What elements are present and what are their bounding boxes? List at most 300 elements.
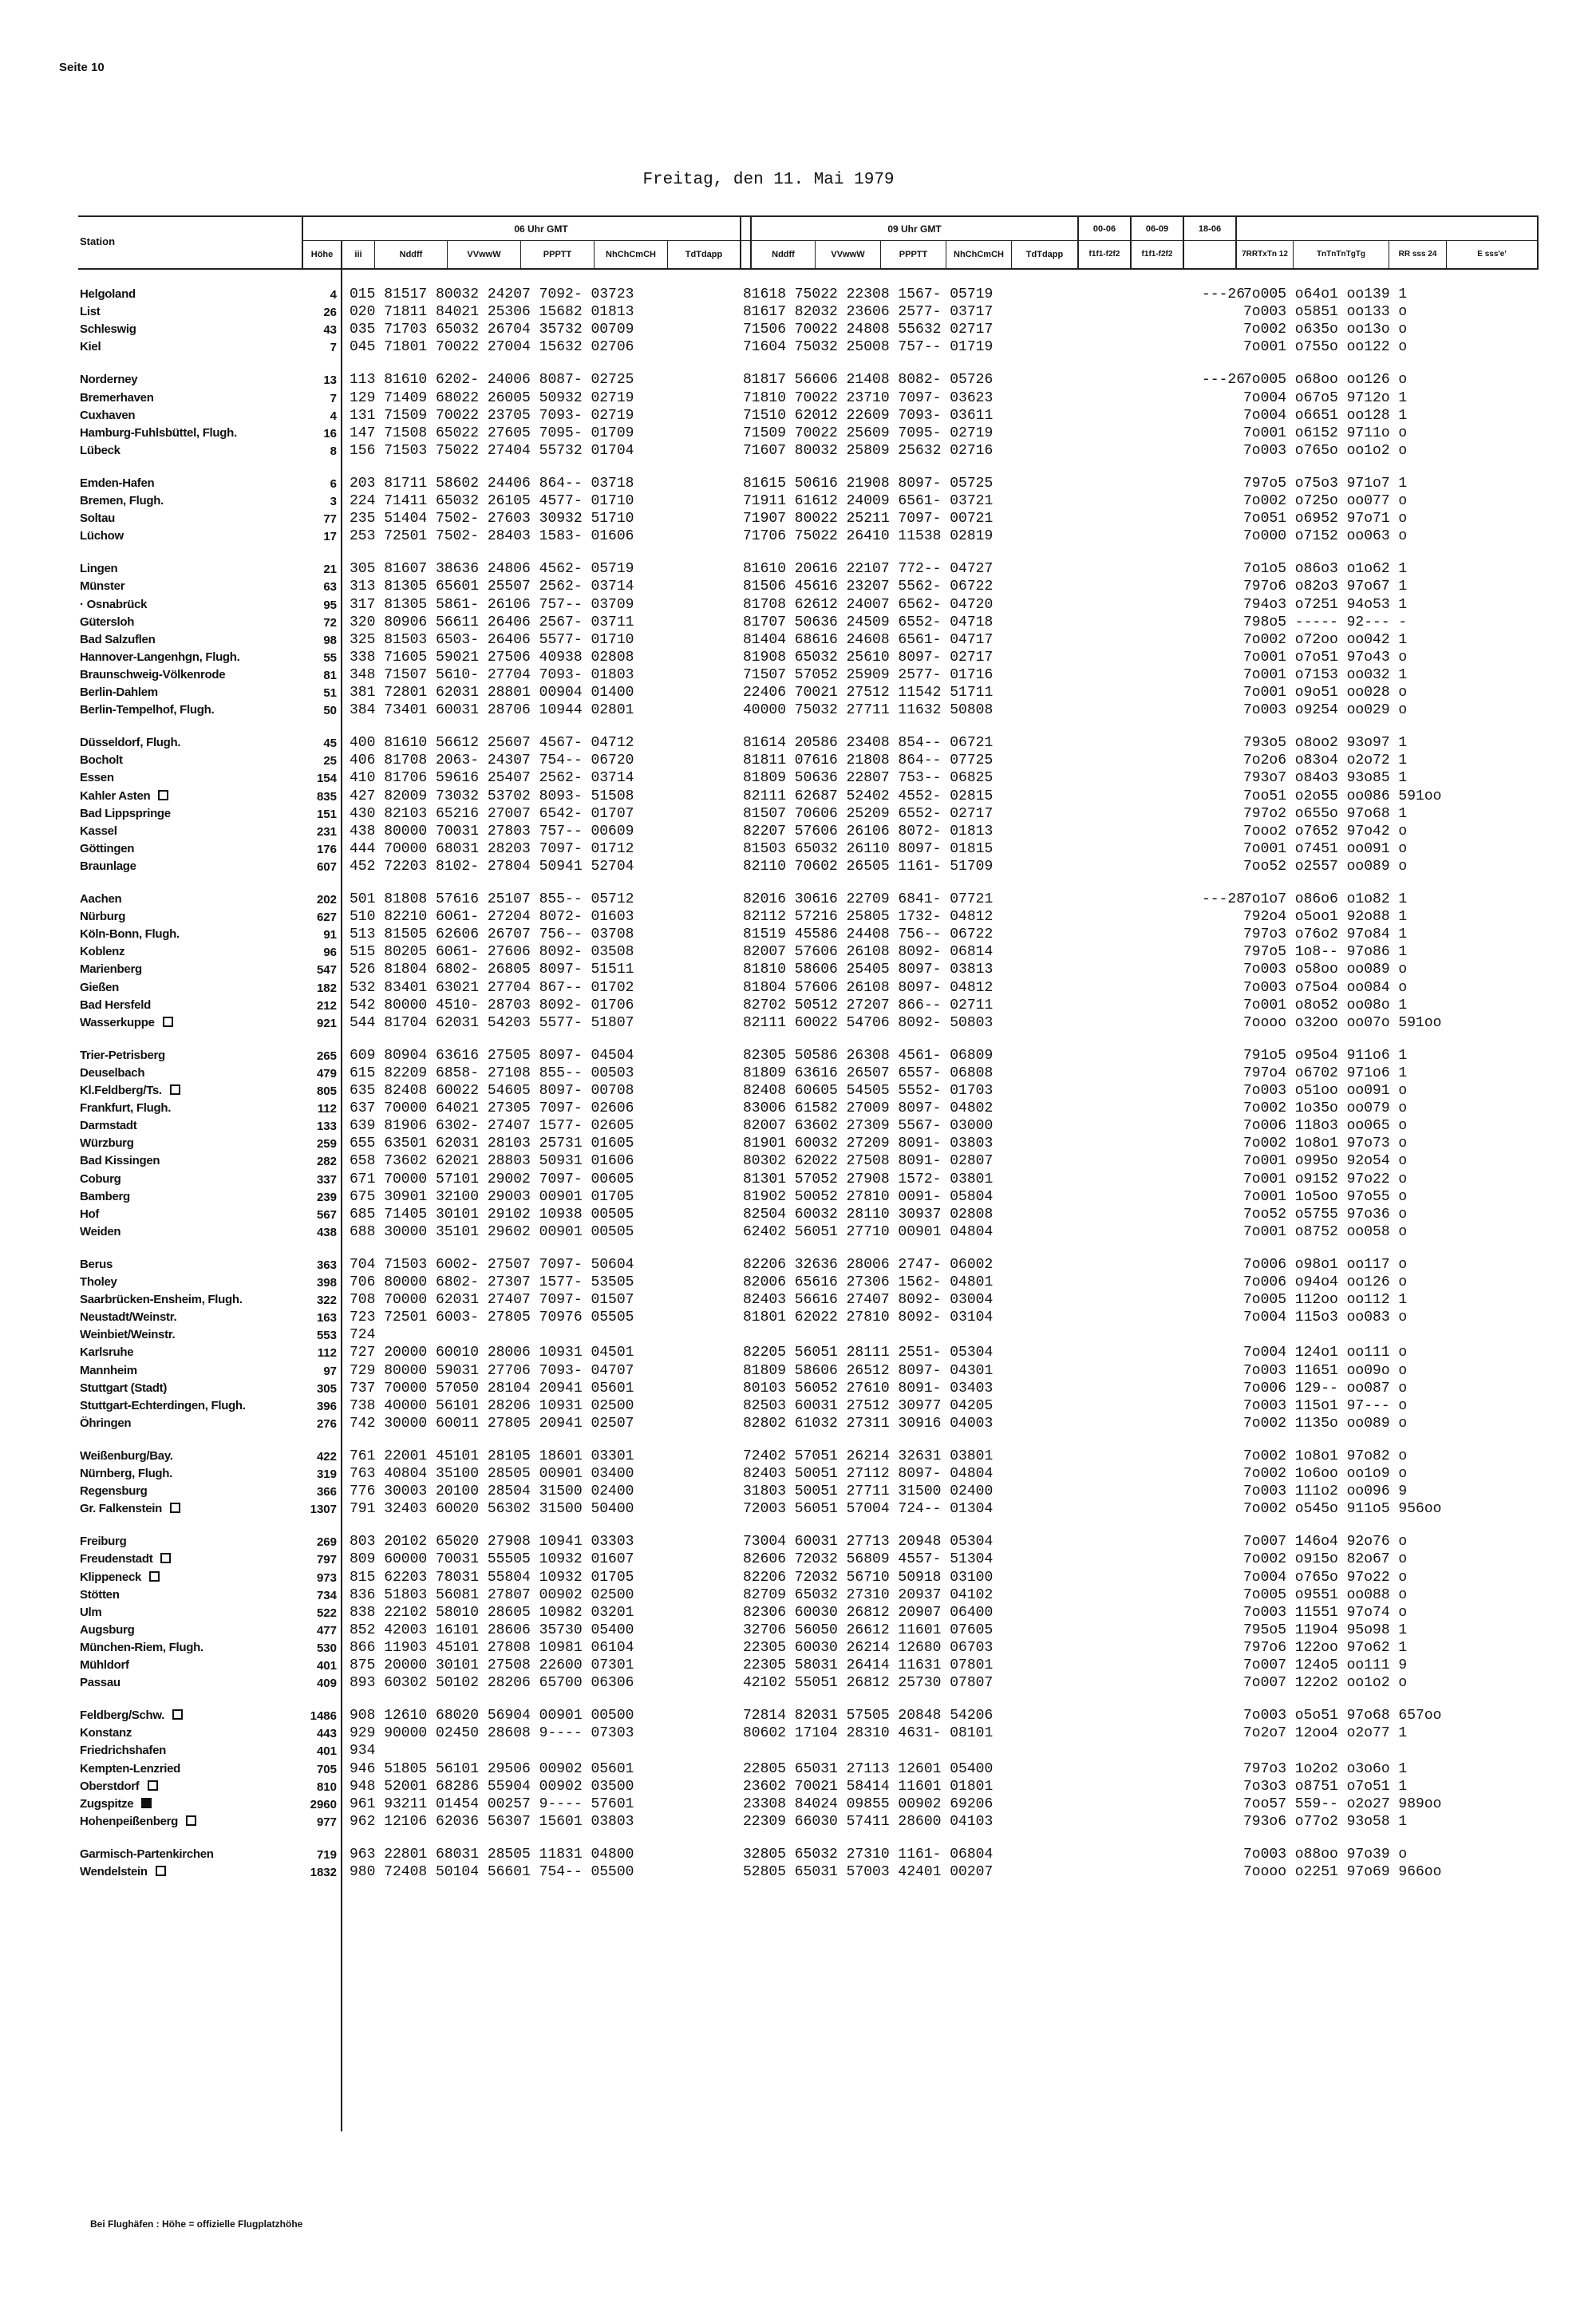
obs-18-data: 793o6 o77o2 93o58 1 [1243, 1813, 1408, 1830]
obs-18-data: 797o6 122oo 97o62 1 [1243, 1639, 1408, 1656]
obs-18-data: 7o001 o6152 9711o o [1243, 425, 1408, 441]
table-row [0, 1604, 1596, 1622]
obs-09-data: 81707 50636 24509 6552- 04718 [743, 614, 994, 630]
obs-18-data: 7o003 o51oo oo091 o [1243, 1083, 1408, 1099]
obs-09-data: 81811 07616 21808 864-- 07725 [743, 753, 994, 769]
station-elevation: 112 [317, 1102, 337, 1116]
station-name [80, 1415, 131, 1432]
obs-09-data: 72402 57051 26214 32631 03801 [743, 1448, 994, 1464]
table-row [0, 631, 1596, 649]
obs-09-data: 32706 56050 26612 11601 07605 [743, 1622, 994, 1638]
obs-18-data: 7o007 146o4 92o76 o [1243, 1534, 1408, 1551]
obs-06-data: 156 71503 75022 27404 55732 01704 [350, 442, 634, 459]
station-name [80, 997, 151, 1014]
station-name [80, 1586, 120, 1604]
obs-06-data: 313 81305 65601 25507 2562- 03714 [350, 579, 634, 595]
obs-06-data: 675 30901 32100 29003 00901 01705 [350, 1188, 634, 1205]
c00-header: f1f1-f2f2 [1088, 250, 1120, 259]
obs-06-data: 934 [350, 1743, 376, 1760]
obs-06-data: 946 51805 56101 29506 00902 05601 [350, 1760, 634, 1777]
station-name [80, 1326, 175, 1344]
table-row [0, 1674, 1596, 1692]
table-row [0, 684, 1596, 701]
obs-18-data: 7o004 o6651 oo128 1 [1243, 407, 1408, 424]
station-name [80, 1047, 165, 1065]
obs-18-data: 7o003 o58oo oo089 o [1243, 962, 1408, 978]
station-name-text: Marienberg [80, 962, 142, 977]
obs-09-data: 32805 65032 27310 1161- 06804 [743, 1846, 994, 1863]
station-name [80, 1622, 134, 1639]
station-name-text: Deuselbach [80, 1065, 145, 1080]
obs-06-data: 685 71405 30101 29102 10938 00505 [350, 1206, 634, 1223]
obs-06-data: 963 22801 68031 28505 11831 04800 [350, 1846, 634, 1863]
table-row [0, 389, 1596, 407]
station-elevation: 627 [316, 911, 337, 925]
table-row [0, 1256, 1596, 1274]
obs-06-data: 639 81906 6302- 27407 1577- 02605 [350, 1118, 634, 1135]
obs-06-data: 438 80000 70031 27803 757-- 00609 [350, 823, 634, 839]
obs-18-data: 7o002 1135o oo089 o [1243, 1415, 1408, 1432]
table-row [0, 527, 1596, 545]
obs-09-data: 23602 70021 58414 11601 01801 [743, 1778, 994, 1795]
table-row [0, 1863, 1596, 1881]
obs-18-data: 7o001 o7o51 97o43 o [1243, 649, 1408, 666]
obs-18-data: 7o002 o725o oo077 o [1243, 493, 1408, 509]
obs-06-data: 513 81505 62606 26707 756-- 03708 [350, 926, 634, 943]
table-row [0, 734, 1596, 752]
station-name-text: Augsburg [80, 1622, 135, 1637]
precip-flag: ---26 [1202, 372, 1246, 389]
station-name [80, 1014, 173, 1032]
table-row [0, 1082, 1596, 1100]
station-name-text: List [80, 305, 101, 319]
station-elevation: 530 [316, 1641, 337, 1655]
station-name-text: Regensburg [80, 1484, 148, 1499]
obs-18-data: 7o002 o915o 82o67 o [1243, 1551, 1408, 1568]
obs-18-data: 7o003 115o1 97--- o [1243, 1397, 1408, 1414]
obs-18-data: 791o5 o95o4 911o6 1 [1243, 1047, 1408, 1064]
obs-06-data: 615 82209 6858- 27108 855-- 00503 [350, 1065, 634, 1081]
obs-18-data: 7o004 o765o 97o22 o [1243, 1569, 1408, 1586]
station-name [80, 1604, 101, 1622]
station-name [80, 752, 123, 769]
table-row [0, 1760, 1596, 1778]
obs-06-data: 809 60000 70031 55505 10932 01607 [350, 1551, 634, 1568]
station-name [80, 943, 124, 961]
station-name [80, 979, 119, 997]
table-row [0, 943, 1596, 961]
station-name-text: Passau [80, 1676, 120, 1690]
table-row [0, 1483, 1596, 1500]
station-name [80, 1397, 246, 1415]
table-row [0, 823, 1596, 840]
station-name [80, 614, 134, 631]
station-elevation: 50 [323, 704, 337, 718]
station-elevation: 547 [316, 963, 337, 978]
obs-18-data: 7o003 o88oo 97o39 o [1243, 1846, 1408, 1863]
station-name [80, 631, 155, 649]
station-elevation: 305 [316, 1381, 337, 1396]
obs-06-data: 738 40000 56101 28206 10931 02500 [350, 1397, 634, 1414]
c09-header-1: Nddff [772, 250, 795, 259]
station-name-text: Düsseldorf, Flugh. [80, 736, 181, 750]
obs-18-data: 7o007 124o5 oo111 9 [1243, 1657, 1408, 1673]
obs-09-data: 82503 60031 27512 30977 04205 [743, 1397, 994, 1414]
station-elevation: 396 [316, 1399, 337, 1413]
obs-18-data: 7o005 o9551 oo088 o [1243, 1586, 1408, 1603]
station-name-text: Kassel [80, 824, 117, 838]
obs-06-data: 838 22102 58010 28605 10982 03201 [350, 1604, 634, 1621]
obs-06-data: 430 82103 65216 27007 6542- 01707 [350, 805, 634, 822]
obs-18-data: 7o004 124o1 oo111 o [1243, 1345, 1408, 1361]
station-name [80, 1117, 137, 1135]
station-name-text: Koblenz [80, 945, 125, 959]
obs-09-data: 71509 70022 25609 7095- 02719 [743, 425, 994, 441]
station-elevation: 269 [316, 1535, 337, 1550]
station-name-text: Stuttgart-Echterdingen, Flugh. [80, 1398, 246, 1412]
table-row [0, 425, 1596, 442]
obs-06-data: 893 60302 50102 28206 65700 06306 [350, 1675, 634, 1692]
obs-18-data: 7o001 1o5oo 97o55 o [1243, 1188, 1408, 1205]
obs-09-data: 80103 56052 27610 8091- 03403 [743, 1380, 994, 1396]
obs-09-data: 40000 75032 27711 11632 50808 [743, 702, 994, 719]
station-name-text: Trier-Petrisberg [80, 1048, 165, 1062]
table-row [0, 596, 1596, 614]
station-name-text: Nürnberg, Flugh. [80, 1467, 173, 1480]
station-name-text: Saarbrücken-Ensheim, Flugh. [80, 1293, 243, 1307]
obs-09-data: 22305 60030 26214 12680 06703 [743, 1639, 994, 1656]
station-name-text: Lübeck [80, 443, 120, 457]
station-name-text: Wasserkuppe [80, 1015, 155, 1029]
obs-18-data: 7o006 129-- oo087 o [1243, 1380, 1408, 1396]
station-elevation: 7 [330, 341, 337, 355]
table-row [0, 1326, 1596, 1344]
station-elevation: 16 [323, 426, 337, 440]
station-elevation: 797 [316, 1553, 337, 1567]
obs-06-data: 729 80000 59031 27706 7093- 04707 [350, 1362, 634, 1379]
station-elevation: 51 [323, 686, 337, 700]
table-row [0, 1533, 1596, 1551]
station-name-text: Essen [80, 771, 114, 785]
station-elevation: 13 [323, 373, 337, 388]
page-title: Freitag, den 11. Mai 1979 [642, 171, 895, 189]
station-name [80, 1188, 130, 1206]
station-elevation: 4 [330, 288, 337, 302]
station-name-text: Weinbiet/Weinstr. [80, 1328, 176, 1342]
obs-06-data: 980 72408 50104 56601 754-- 05500 [350, 1864, 634, 1880]
station-name [80, 1657, 129, 1674]
table-row [0, 1707, 1596, 1724]
station-name [80, 1448, 173, 1465]
obs-06-data: 532 83401 63021 27704 867-- 01702 [350, 979, 634, 996]
station-name [80, 1380, 167, 1397]
obs-06-data: 147 71508 65022 27605 7095- 01709 [350, 425, 634, 441]
table-row [0, 1465, 1596, 1483]
obs-06-data: 635 82408 60022 54605 8097- 00708 [350, 1083, 634, 1099]
table-row [0, 1135, 1596, 1152]
obs-18-data: 797o3 1o2o2 o3o6o 1 [1243, 1760, 1408, 1777]
station-elevation: 1307 [310, 1503, 337, 1517]
station-name-text: Oberstdorf [80, 1779, 140, 1793]
table-row [0, 666, 1596, 684]
obs-18-data: 797o6 o82o3 97o67 1 [1243, 579, 1408, 595]
obs-09-data: 82408 60605 54505 5552- 01703 [743, 1083, 994, 1099]
obs-18-data: 7o005 112oo oo112 1 [1243, 1292, 1408, 1309]
station-name-text: Lingen [80, 562, 118, 576]
obs-18-data: 7o006 118o3 oo065 o [1243, 1118, 1408, 1135]
obs-06-data: 317 81305 5861- 26106 757-- 03709 [350, 596, 634, 613]
station-elevation: 2960 [310, 1797, 337, 1811]
obs-06-data: 224 71411 65032 26105 4577- 01710 [350, 493, 634, 509]
station-elevation: 1486 [310, 1709, 337, 1724]
station-name-text: Bamberg [80, 1189, 130, 1203]
obs-18-data: 7o002 1o6oo oo1o9 o [1243, 1466, 1408, 1482]
station-name-text: Friedrichshafen [80, 1744, 167, 1758]
c18-header-2: TnTnTnTgTg [1316, 250, 1366, 259]
c09-header-3: PPPTT [899, 250, 928, 259]
obs-18-data: 797o5 1o8-- 97o86 1 [1243, 944, 1408, 961]
station-name-text: Freudenstadt [80, 1552, 153, 1566]
station-name [80, 1344, 133, 1361]
table-row [0, 442, 1596, 460]
obs-09-data: 82606 72032 56809 4557- 51304 [743, 1551, 994, 1568]
obs-06-data: 113 81610 6202- 24006 8087- 02725 [350, 372, 634, 389]
station-name [80, 442, 120, 460]
obs-18-data: 7oo52 o5755 97o36 o [1243, 1206, 1408, 1223]
station-name [80, 734, 180, 752]
obs-09-data: 71507 57052 25909 2577- 01716 [743, 666, 994, 683]
station-name-text: Soltau [80, 512, 116, 526]
obs-09-data: 82802 61032 27311 30916 04003 [743, 1415, 994, 1432]
station-name-text: Konstanz [80, 1726, 132, 1740]
hoehe-header: Höhe [310, 250, 334, 259]
station-elevation: 337 [316, 1172, 337, 1187]
station-name [80, 371, 137, 389]
station-name [80, 684, 158, 701]
station-elevation: 55 [323, 650, 337, 665]
station-name-text: Klippeneck [80, 1570, 142, 1584]
obs-06-data: 515 80205 6061- 27606 8092- 03508 [350, 944, 634, 961]
precip-flag: ---26 [1202, 286, 1246, 302]
obs-06-data: 637 70000 64021 27305 7097- 02606 [350, 1100, 634, 1117]
station-name-text: Coburg [80, 1171, 121, 1186]
station-name-text: Norderney [80, 373, 138, 387]
obs-18-data: 7o006 o98o1 oo117 o [1243, 1256, 1408, 1273]
station-name [80, 823, 117, 840]
obs-06-data: 384 73401 60031 28706 10944 02801 [350, 702, 634, 719]
station-name-text: Frankfurt, Flugh. [80, 1101, 172, 1116]
obs-09-data: 71911 61612 24009 6561- 03721 [743, 493, 994, 509]
obs-18-data: 7o002 1o8o1 97o73 o [1243, 1136, 1408, 1152]
station-elevation: 98 [323, 633, 337, 647]
station-elevation: 921 [316, 1016, 337, 1030]
station-elevation: 182 [316, 981, 337, 995]
obs-09-data: 42102 55051 26812 25730 07807 [743, 1675, 994, 1692]
c18-header-3: RR sss 24 [1398, 250, 1437, 259]
obs-09-data: 71510 62012 22609 7093- 03611 [743, 407, 994, 424]
obs-09-data: 82006 65616 27306 1562- 04801 [743, 1274, 994, 1290]
c09-header-4: NhChCmCH [954, 250, 1004, 259]
station-name [80, 1724, 132, 1742]
obs-18-data: 7o003 11551 97o74 o [1243, 1604, 1408, 1621]
station-elevation: 133 [316, 1120, 337, 1134]
mountain-station-icon [156, 1866, 166, 1876]
table-row [0, 1274, 1596, 1291]
station-elevation: 438 [316, 1225, 337, 1239]
station-name-text: Cuxhaven [80, 408, 136, 422]
table-row [0, 1223, 1596, 1241]
station-name [80, 805, 171, 823]
obs-09-data: 72003 56051 57004 724-- 01304 [743, 1501, 994, 1518]
station-elevation: 276 [316, 1416, 337, 1431]
station-name [80, 649, 240, 666]
obs-06-data: 961 93211 01454 00257 9---- 57601 [350, 1795, 634, 1812]
table-row [0, 407, 1596, 425]
c18-header-1: 7RRTxTn 12 [1242, 250, 1288, 259]
table-row [0, 371, 1596, 389]
obs-06-data: 526 81804 6802- 26805 8097- 51511 [350, 962, 634, 978]
station-name [80, 1100, 171, 1117]
table-row [0, 1500, 1596, 1518]
station-name-text: Weiden [80, 1224, 121, 1238]
station-elevation: 977 [316, 1815, 337, 1829]
station-name-text: Gießen [80, 980, 120, 994]
station-elevation: 97 [323, 1364, 337, 1378]
obs-09-data: 81901 60032 27209 8091- 03803 [743, 1136, 994, 1152]
table-row [0, 1639, 1596, 1657]
obs-09-data: 82504 60032 28110 30937 02808 [743, 1206, 994, 1223]
station-name [80, 1500, 180, 1518]
station-elevation: 202 [316, 893, 337, 907]
obs-18-data: 793o5 o8oo2 93o97 1 [1243, 735, 1408, 752]
obs-18-data: 7o1o7 o86o6 o1o82 1 [1243, 891, 1408, 907]
station-name-text: Wendelstein [80, 1865, 148, 1878]
station-elevation: 176 [316, 842, 337, 856]
station-elevation: 63 [323, 580, 337, 595]
table-row [0, 979, 1596, 997]
obs-18-data: 7o003 o75o4 oo084 o [1243, 979, 1408, 996]
obs-18-data: 795o5 119o4 95o98 1 [1243, 1622, 1408, 1638]
table-row [0, 1291, 1596, 1309]
obs-06-data: 658 73602 62021 28803 50931 01606 [350, 1153, 634, 1170]
station-name [80, 1760, 180, 1778]
obs-09-data: 82702 50512 27207 866-- 02711 [743, 997, 994, 1013]
station-elevation: 265 [316, 1049, 337, 1063]
obs-09-data: 82007 57606 26108 8092- 06814 [743, 944, 994, 961]
station-name-text: Berlin-Dahlem [80, 685, 158, 699]
station-name-text: Helgoland [80, 287, 136, 301]
station-name-text: Stuttgart (Stadt) [80, 1381, 168, 1395]
station-elevation: 477 [316, 1623, 337, 1637]
station-name [80, 1274, 117, 1291]
c09-header-2: VVwwW [831, 250, 865, 259]
station-elevation: 154 [316, 772, 337, 786]
obs-09-data: 81301 57052 27908 1572- 03801 [743, 1171, 994, 1187]
obs-06-data: 452 72203 8102- 27804 50941 52704 [350, 858, 634, 875]
station-name [80, 1778, 158, 1795]
station-name [80, 527, 124, 545]
mountain-station-icon [149, 1571, 160, 1582]
station-name-text: Hamburg-Fuhlsbüttel, Flugh. [80, 425, 237, 440]
table-row [0, 961, 1596, 978]
obs-18-data: 797o5 o75o3 971o7 1 [1243, 475, 1408, 492]
table-row [0, 1724, 1596, 1742]
station-elevation: 835 [316, 789, 337, 804]
station-elevation: 366 [316, 1485, 337, 1499]
table-row [0, 908, 1596, 926]
table-row [0, 788, 1596, 805]
station-name-text: Gütersloh [80, 614, 135, 629]
station-name-text: Karlsruhe [80, 1345, 134, 1360]
obs-06-data: 737 70000 57050 28104 20941 05601 [350, 1380, 634, 1396]
obs-18-data: 7o005 o64o1 oo139 1 [1243, 286, 1408, 302]
obs-06-data: 875 20000 30101 27508 22600 07301 [350, 1657, 634, 1673]
station-name [80, 788, 168, 805]
obs-06-data: 704 71503 6002- 27507 7097- 50604 [350, 1256, 634, 1273]
station-elevation: 705 [316, 1762, 337, 1776]
obs-18-data: 7ooo2 o7652 97o42 o [1243, 823, 1408, 839]
obs-09-data: 72814 82031 57505 20848 54206 [743, 1708, 994, 1724]
obs-06-data: 406 81708 2063- 24307 754-- 06720 [350, 753, 634, 769]
obs-18-data: 7o004 o67o5 9712o 1 [1243, 389, 1408, 406]
obs-09-data: 82403 50051 27112 8097- 04804 [743, 1466, 994, 1482]
station-elevation: 151 [316, 807, 337, 821]
table-row [0, 769, 1596, 787]
group-06-header: 06 Uhr GMT [514, 223, 568, 235]
obs-06-data: 815 62203 78031 55804 10932 01705 [350, 1569, 634, 1586]
station-name-text: Bad Salzuflen [80, 632, 156, 646]
table-row [0, 997, 1596, 1014]
obs-09-data: 82111 60022 54706 8092- 50803 [743, 1014, 994, 1031]
group-09-header: 09 Uhr GMT [887, 223, 942, 235]
obs-18-data: 7o001 o9152 97o22 o [1243, 1171, 1408, 1187]
station-elevation: 479 [316, 1066, 337, 1080]
station-name [80, 1483, 148, 1500]
station-elevation: 522 [316, 1606, 337, 1620]
mountain-station-icon [163, 1017, 173, 1027]
station-name [80, 1813, 196, 1831]
station-name [80, 1362, 137, 1380]
obs-06-data: 723 72501 6003- 27805 70976 05505 [350, 1310, 634, 1326]
table-row [0, 1742, 1596, 1760]
obs-06-data: 129 71409 68022 26005 50932 02719 [350, 389, 634, 406]
table-row [0, 1380, 1596, 1397]
obs-18-data: 7o003 o765o oo1o2 o [1243, 442, 1408, 459]
table-row [0, 1586, 1596, 1604]
obs-18-data: 7o003 o9254 oo029 o [1243, 702, 1408, 719]
obs-09-data: 81503 65032 26110 8097- 01815 [743, 840, 994, 857]
c06-header-1: Nddff [399, 250, 423, 259]
obs-06-data: 708 70000 62031 27407 7097- 01507 [350, 1292, 634, 1309]
obs-18-data: 7oo57 559-- o2o27 989oo [1243, 1795, 1442, 1812]
table-row [0, 303, 1596, 321]
obs-09-data: 81809 63616 26507 6557- 06808 [743, 1065, 994, 1081]
station-name [80, 1171, 121, 1188]
station-elevation: 95 [323, 598, 337, 612]
obs-06-data: 742 30000 60011 27805 20941 02507 [350, 1415, 634, 1432]
station-name [80, 1707, 183, 1724]
obs-06-data: 671 70000 57101 29002 7097- 00605 [350, 1171, 634, 1187]
station-name [80, 596, 147, 614]
station-name [80, 1135, 134, 1152]
station-elevation: 401 [316, 1659, 337, 1673]
obs-18-data: 7o002 o545o 911o5 956oo [1243, 1501, 1442, 1518]
table-row [0, 840, 1596, 858]
obs-09-data: 82305 50586 26308 4561- 06809 [743, 1047, 994, 1064]
obs-18-data: 7o001 o9o51 oo028 o [1243, 685, 1408, 701]
obs-06-data: 609 80904 63616 27505 8097- 04504 [350, 1047, 634, 1064]
obs-18-data: 7o001 o8752 oo058 o [1243, 1223, 1408, 1240]
